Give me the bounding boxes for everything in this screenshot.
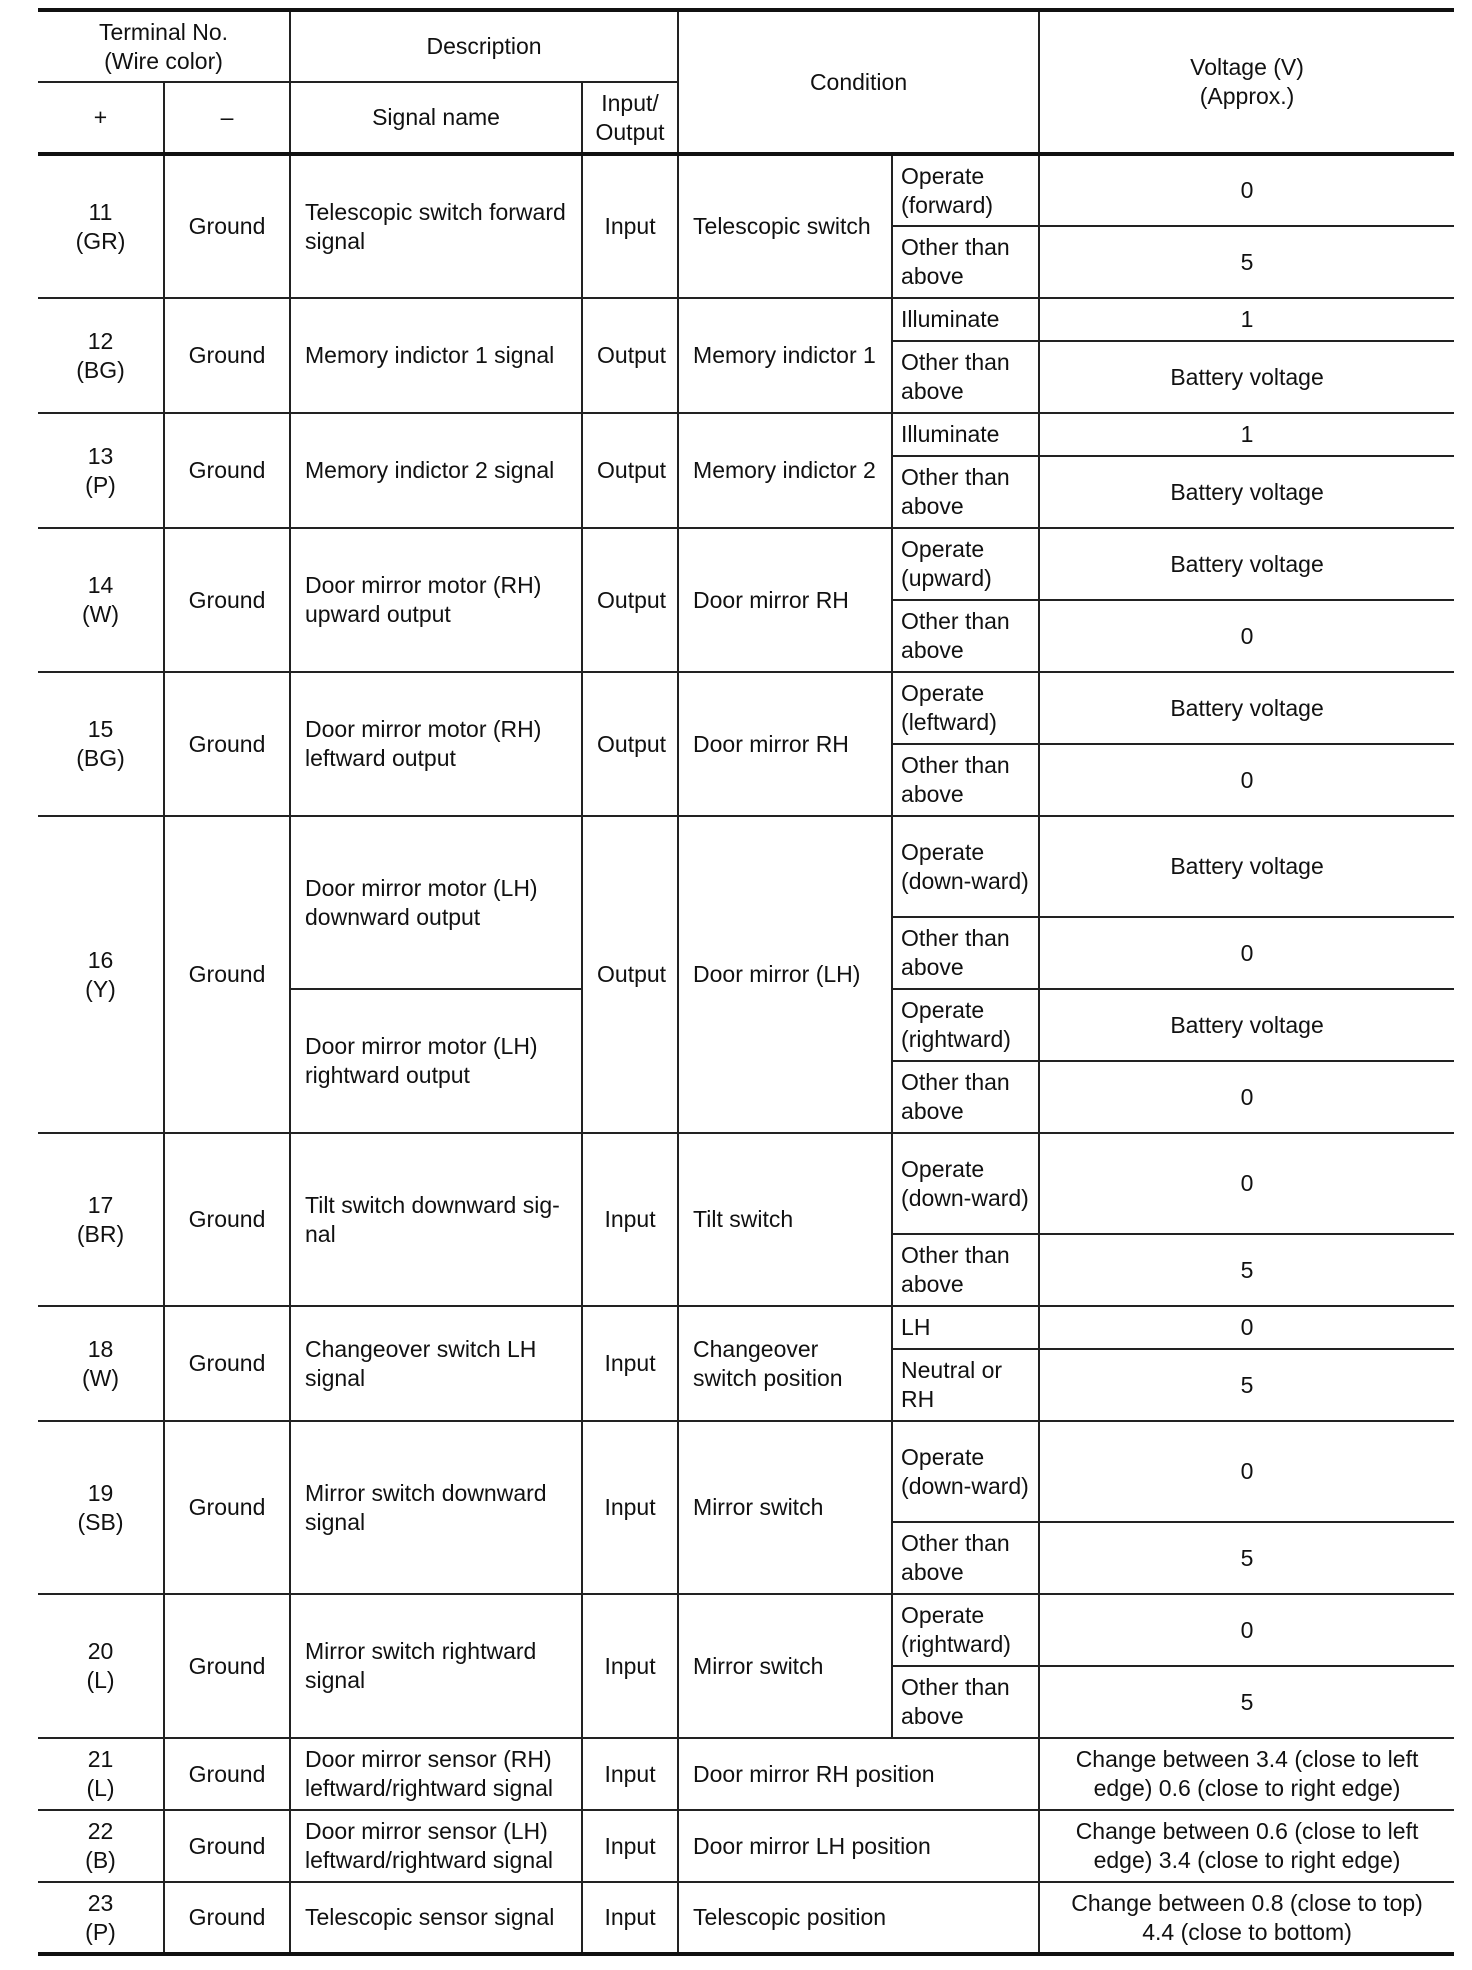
voltage-value: Change between 0.8 (close to top) 4.4 (close to bottom) [1039, 1882, 1454, 1954]
signal-name: Tilt switch downward sig-nal [290, 1133, 582, 1306]
condition: Door mirror LH position [678, 1810, 1039, 1882]
negative-terminal: Ground [164, 1738, 290, 1810]
terminal-number: 16 [87, 946, 114, 973]
negative-terminal: Ground [164, 1810, 290, 1882]
voltage-value: 0 [1039, 600, 1454, 672]
header-row-1 [38, 10, 1454, 82]
wire-color: (Y) [85, 975, 116, 1002]
voltage-value: 0 [1039, 1061, 1454, 1133]
wire-color: (SB) [77, 1508, 124, 1535]
condition-state: Other than above [892, 226, 1039, 298]
condition: Changeover switch position [678, 1306, 892, 1421]
terminal-number: 17 [87, 1191, 114, 1218]
condition-state: Operate (upward) [892, 528, 1039, 600]
wire-color: (BG) [76, 745, 125, 771]
condition: Door mirror RH position [678, 1738, 1039, 1810]
condition: Memory indictor 2 [678, 413, 892, 528]
header-wire-color: (Wire color) [104, 47, 223, 74]
terminal-cell [38, 154, 164, 298]
voltage-value: 0 [1039, 917, 1454, 989]
table-row [38, 298, 1454, 341]
voltage-value: 0 [1039, 1306, 1454, 1349]
table-row [38, 1421, 1454, 1522]
table-row [38, 154, 1454, 226]
terminal-cell [38, 1421, 164, 1594]
terminal-number: 21 [87, 1746, 114, 1772]
condition-state: Operate (down-ward) [892, 1133, 1039, 1234]
terminal-cell [38, 1306, 164, 1421]
voltage-value: 0 [1039, 154, 1454, 226]
condition-state: Operate (forward) [892, 154, 1039, 226]
table-row [38, 528, 1454, 600]
voltage-value: Battery voltage [1039, 341, 1454, 413]
signal-name: Memory indictor 2 signal [290, 413, 582, 528]
negative-terminal: Ground [164, 1133, 290, 1306]
io-type: Output [582, 298, 678, 413]
voltage-value: Change between 0.6 (close to left edge) 3.4 (close to right edge) [1039, 1810, 1454, 1882]
signal-name: Telescopic sensor signal [290, 1882, 582, 1954]
terminal-number: 19 [87, 1479, 114, 1506]
terminal-number: 22 [87, 1818, 114, 1844]
voltage-value: Battery voltage [1039, 456, 1454, 528]
negative-terminal: Ground [164, 298, 290, 413]
io-type: Output [582, 816, 678, 1133]
signal-name: Changeover switch LH signal [290, 1306, 582, 1421]
voltage-value: 1 [1039, 413, 1454, 456]
signal-name: Door mirror motor (RH) upward output [290, 528, 582, 672]
terminal-number: 14 [87, 572, 114, 598]
table-row [38, 1738, 1454, 1810]
wire-color: (BR) [76, 1220, 125, 1247]
terminal-cell [38, 1594, 164, 1738]
terminal-number: 20 [87, 1638, 114, 1664]
terminal-number: 15 [87, 716, 114, 742]
io-type: Input [582, 1810, 678, 1882]
voltage-value: 5 [1039, 1234, 1454, 1306]
condition-state: Other than above [892, 1522, 1039, 1594]
header-plus: + [38, 82, 164, 154]
negative-terminal: Ground [164, 528, 290, 672]
condition-state: Illuminate [892, 298, 1039, 341]
negative-terminal: Ground [164, 816, 290, 1133]
condition-state: Other than above [892, 1061, 1039, 1133]
voltage-value: Battery voltage [1039, 816, 1454, 917]
condition-state: Other than above [892, 917, 1039, 989]
condition-state: Operate (rightward) [892, 989, 1039, 1061]
signal-name: Telescopic switch forward signal [290, 154, 582, 298]
terminal-number: 12 [87, 327, 114, 354]
terminal-number: 11 [88, 198, 113, 225]
wire-color: (BG) [76, 356, 125, 383]
voltage-value: 5 [1039, 1349, 1454, 1421]
table-row [38, 1306, 1454, 1349]
condition-state: Other than above [892, 1234, 1039, 1306]
voltage-value: Change between 3.4 (close to left edge) 0.6 (close to right edge) [1039, 1738, 1454, 1810]
io-type: Output [582, 413, 678, 528]
io-type: Input [582, 1882, 678, 1954]
signal-name: Door mirror sensor (LH) leftward/rightward signal [290, 1810, 582, 1882]
terminal-spec-page [38, 8, 1454, 1956]
voltage-value: 0 [1039, 744, 1454, 816]
header-io-line-1: Input/ [601, 89, 659, 116]
terminal-cell [38, 1882, 164, 1954]
signal-name: Mirror switch downward signal [290, 1421, 582, 1594]
header-condition: Condition [678, 10, 1039, 154]
wire-color: (B) [85, 1847, 116, 1873]
voltage-value: 0 [1039, 1133, 1454, 1234]
wire-color: (W) [81, 601, 120, 627]
condition-state: Operate (down-ward) [892, 1421, 1039, 1522]
condition-state: Other than above [892, 341, 1039, 413]
wire-color: (L) [86, 1667, 115, 1693]
voltage-value: 5 [1039, 226, 1454, 298]
condition-state: Operate (rightward) [892, 1594, 1039, 1666]
io-type: Input [582, 1306, 678, 1421]
terminal-cell [38, 298, 164, 413]
negative-terminal: Ground [164, 1421, 290, 1594]
signal-name: Door mirror motor (RH) leftward output [290, 672, 582, 816]
condition-state: Operate (leftward) [892, 672, 1039, 744]
wire-color: (L) [86, 1775, 115, 1801]
voltage-value: Battery voltage [1039, 672, 1454, 744]
condition-state: Other than above [892, 456, 1039, 528]
voltage-value: 5 [1039, 1522, 1454, 1594]
condition: Tilt switch [678, 1133, 892, 1306]
voltage-value: 0 [1039, 1421, 1454, 1522]
terminal-number: 13 [87, 442, 114, 469]
condition: Memory indictor 1 [678, 298, 892, 413]
header-voltage-approx: (Approx.) [1199, 83, 1295, 109]
header-minus: – [164, 82, 290, 154]
signal-name: Door mirror motor (LH) downward output [290, 816, 582, 989]
signal-name: Door mirror motor (LH) rightward output [290, 989, 582, 1133]
condition-state: Operate (down-ward) [892, 816, 1039, 917]
header-input-output [582, 82, 678, 154]
terminal-number: 23 [87, 1889, 114, 1916]
header-terminal-no: Terminal No. [98, 18, 229, 45]
terminal-cell [38, 528, 164, 672]
condition: Mirror switch [678, 1421, 892, 1594]
negative-terminal: Ground [164, 672, 290, 816]
condition: Mirror switch [678, 1594, 892, 1738]
condition-state: Other than above [892, 744, 1039, 816]
table-row [38, 1133, 1454, 1234]
table-row [38, 672, 1454, 744]
negative-terminal: Ground [164, 413, 290, 528]
io-type: Output [582, 528, 678, 672]
signal-name: Door mirror sensor (RH) leftward/rightward signal [290, 1738, 582, 1810]
condition: Door mirror (LH) [678, 816, 892, 1133]
negative-terminal: Ground [164, 1594, 290, 1738]
io-type: Input [582, 1594, 678, 1738]
io-type: Input [582, 1133, 678, 1306]
header-voltage-label: Voltage (V) [1190, 54, 1304, 80]
condition-state: LH [892, 1306, 1039, 1349]
table-row [38, 1810, 1454, 1882]
io-type: Input [582, 154, 678, 298]
condition-state: Illuminate [892, 413, 1039, 456]
negative-terminal: Ground [164, 154, 290, 298]
table-row [38, 816, 1454, 917]
header-signal-name: Signal name [290, 82, 582, 154]
condition: Telescopic position [678, 1882, 1039, 1954]
negative-terminal: Ground [164, 1306, 290, 1421]
terminal-number: 18 [87, 1335, 114, 1362]
voltage-value: Battery voltage [1039, 989, 1454, 1061]
signal-name: Memory indictor 1 signal [290, 298, 582, 413]
header-io-line-2: Output [595, 118, 665, 145]
table-row [38, 1882, 1454, 1954]
condition: Telescopic switch [678, 154, 892, 298]
condition-state: Other than above [892, 600, 1039, 672]
voltage-value: 5 [1039, 1666, 1454, 1738]
io-type: Input [582, 1738, 678, 1810]
terminal-spec-table [38, 8, 1454, 1956]
terminal-cell [38, 1133, 164, 1306]
wire-color: (W) [81, 1364, 120, 1391]
header-voltage [1039, 10, 1454, 154]
voltage-value: 1 [1039, 298, 1454, 341]
negative-terminal: Ground [164, 1882, 290, 1954]
condition: Door mirror RH [678, 672, 892, 816]
condition: Door mirror RH [678, 528, 892, 672]
voltage-value: 0 [1039, 1594, 1454, 1666]
condition-state: Neutral or RH [892, 1349, 1039, 1421]
header-description: Description [290, 10, 678, 82]
terminal-cell [38, 1810, 164, 1882]
wire-color: (P) [85, 471, 116, 498]
table-row [38, 413, 1454, 456]
table-row [38, 1594, 1454, 1666]
wire-color: (GR) [75, 227, 126, 254]
terminal-cell [38, 816, 164, 1133]
terminal-cell [38, 672, 164, 816]
voltage-value: Battery voltage [1039, 528, 1454, 600]
terminal-cell [38, 1738, 164, 1810]
terminal-cell [38, 413, 164, 528]
header-terminal [38, 10, 290, 82]
wire-color: (P) [85, 1918, 116, 1945]
condition-state: Other than above [892, 1666, 1039, 1738]
io-type: Output [582, 672, 678, 816]
io-type: Input [582, 1421, 678, 1594]
signal-name: Mirror switch rightward signal [290, 1594, 582, 1738]
